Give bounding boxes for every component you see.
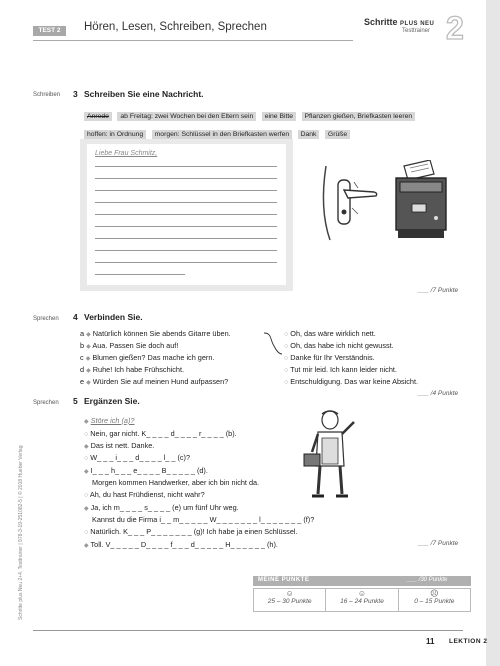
ex4-points: ___ /4 Punkte xyxy=(418,390,459,397)
word-chip: eine Bitte xyxy=(262,112,296,121)
writing-line xyxy=(95,262,277,263)
diamond-icon: ◆ xyxy=(85,356,91,362)
word-chip: Pflanzen gießen, Briefkasten leeren xyxy=(302,112,416,121)
ex3-points: ___ /7 Punkte xyxy=(418,287,459,294)
item-text: Oh, das wäre wirklich nett. xyxy=(290,329,376,338)
door-handle-illustration xyxy=(318,162,382,242)
ex4-right-item[interactable] xyxy=(284,341,394,350)
ex4-left-item[interactable] xyxy=(80,353,214,362)
item-text: Tut mir leid. Ich kann leider nicht. xyxy=(290,365,397,374)
page-edge-stripe xyxy=(486,0,500,666)
diamond-icon: ◆ xyxy=(86,344,91,350)
dialog-text: W_ _ _ i_ _ _ d_ _ _ _ l_ _ (c)? xyxy=(90,453,191,462)
note-paper[interactable] xyxy=(87,144,286,285)
item-text: Ruhe! Ich habe Frühschicht. xyxy=(92,365,185,374)
circle-bullet-icon: ○ xyxy=(284,343,289,350)
circle-bullet-icon: ○ xyxy=(284,355,289,362)
page-title: Hören, Lesen, Schreiben, Sprechen xyxy=(84,21,267,33)
circle-bullet-icon: ○ xyxy=(284,331,289,338)
dialog-line[interactable] xyxy=(84,429,237,438)
item-text: Oh, das habe ich nicht gewusst. xyxy=(290,341,394,350)
connector-line xyxy=(262,330,284,358)
writing-line xyxy=(95,214,277,215)
dialog-line[interactable] xyxy=(84,416,134,425)
circle-bullet-icon: ○ xyxy=(284,367,289,374)
neutral-face-icon: ☺ xyxy=(357,589,367,598)
footer-divider xyxy=(33,630,463,631)
score-range: 25 – 30 Punkte xyxy=(267,598,312,605)
test-tag: TEST 2 xyxy=(33,26,66,36)
item-text: Würden Sie auf meinen Hund aufpassen? xyxy=(92,377,229,386)
word-chip: morgen: Schlüssel in den Briefkasten werfen xyxy=(152,130,293,139)
item-letter: b xyxy=(80,341,85,350)
ex4-left-item[interactable] xyxy=(80,329,231,338)
score-total: ___ /30 Punkte xyxy=(407,577,448,583)
word-chip: Dank xyxy=(298,130,320,139)
item-text: Aua. Passen Sie doch auf! xyxy=(92,341,179,350)
dialog-line[interactable] xyxy=(92,515,314,524)
copyright-note: Schritte plus Neu 2+4, Testtrainer | 978-3-19-251082-5 | © 2018 Hueber Verlag xyxy=(18,445,24,620)
dialog-text: Toll. V_ _ _ _ _ D_ _ _ _ f_ _ _ d_ _ _ _ _ H_ _ _ _ _ _ (h). xyxy=(90,540,278,549)
score-range: 16 – 24 Punkte xyxy=(340,598,384,605)
item-text: Entschuldigung. Das war keine Absicht. xyxy=(290,377,419,386)
writing-line xyxy=(95,226,277,227)
word-chip: Grüße xyxy=(325,130,350,139)
item-letter: e xyxy=(80,377,85,386)
ex4-left-item[interactable] xyxy=(80,377,228,386)
dialog-text: Das ist nett. Danke. xyxy=(90,441,155,450)
diamond-icon: ◆ xyxy=(84,419,89,425)
diamond-icon: ◆ xyxy=(84,543,89,549)
ex4-right-item[interactable] xyxy=(284,365,397,374)
happy-face-icon: ☺ xyxy=(285,589,294,598)
brand-suffix: PLUS NEU xyxy=(400,21,435,27)
page-number: 11 xyxy=(426,637,435,646)
circle-bullet-icon: ○ xyxy=(84,492,89,499)
dialog-line[interactable] xyxy=(84,441,154,450)
dialog-text: Ah, du hast Frühdienst, nicht wahr? xyxy=(89,490,205,499)
writing-line xyxy=(95,250,277,251)
note-greeting: Liebe Frau Schmitz, xyxy=(95,150,158,157)
dialog-line[interactable] xyxy=(84,490,205,499)
writing-line xyxy=(95,238,277,239)
score-cell xyxy=(399,589,470,611)
writing-line xyxy=(95,166,277,167)
dialog-text: Morgen kommen Handwerker, aber ich bin nicht da. xyxy=(92,478,260,487)
handyman-illustration xyxy=(300,408,360,500)
writing-line xyxy=(95,274,185,275)
ex4-right-item[interactable] xyxy=(284,329,376,338)
writing-line xyxy=(95,202,277,203)
writing-line xyxy=(95,178,277,179)
ex4-skill-label: Sprechen xyxy=(33,316,59,322)
diamond-icon: ◆ xyxy=(84,506,89,512)
diamond-icon: ◆ xyxy=(86,332,91,338)
dialog-line xyxy=(92,478,259,487)
dialog-line[interactable] xyxy=(84,503,239,512)
ex5-points: ___ /7 Punkte xyxy=(418,540,459,547)
circle-bullet-icon: ○ xyxy=(84,529,89,536)
item-text: Blumen gießen? Das mache ich gern. xyxy=(92,353,215,362)
example-answer: Störe ich (a)? xyxy=(90,416,135,425)
item-letter: a xyxy=(80,329,85,338)
dialog-text: Nein, gar nicht. K_ _ _ _ d_ _ _ _ r_ _ _ _ (b). xyxy=(90,429,237,438)
item-text: Natürlich können Sie abends Gitarre üben. xyxy=(92,329,231,338)
lesson-label: LEKTION 2 xyxy=(449,638,488,645)
ex3-number: 3 xyxy=(73,89,78,99)
ex4-left-item[interactable] xyxy=(80,341,178,350)
ex4-right-item[interactable] xyxy=(284,353,375,362)
brand-name: Schritte xyxy=(364,17,398,27)
diamond-icon: ◆ xyxy=(84,444,89,450)
dialog-line[interactable] xyxy=(84,453,190,462)
ex4-title: Verbinden Sie. xyxy=(84,312,143,322)
diamond-icon: ◆ xyxy=(86,380,91,386)
mailbox-illustration xyxy=(390,160,452,242)
dialog-line[interactable] xyxy=(84,540,278,549)
dialog-text: Ja, ich m_ _ _ _ s_ _ _ _ (e) um fünf Uhr weg. xyxy=(90,503,239,512)
diamond-icon: ◆ xyxy=(86,368,91,374)
ex5-skill-label: Sprechen xyxy=(33,400,59,406)
ex4-left-item[interactable] xyxy=(80,365,184,374)
word-chip: ab Freitag: zwei Wochen bei den Eltern sein xyxy=(117,112,256,121)
circle-bullet-icon: ○ xyxy=(84,455,89,462)
dialog-text: Kannst du die Firma i_ _ m_ _ _ _ _ W_ _ _ _ _ _ _ l_ _ _ _ _ _ _ (f)? xyxy=(92,515,315,524)
score-cell xyxy=(326,589,398,611)
circle-bullet-icon: ○ xyxy=(284,379,289,386)
dialog-text: I_ _ _ h_ _ _ e_ _ _ _ B_ _ _ _ _ (d). xyxy=(90,466,208,475)
writing-line xyxy=(95,190,277,191)
sad-face-icon: ☹ xyxy=(430,589,439,598)
diamond-icon: ◆ xyxy=(84,469,89,475)
score-cell xyxy=(254,589,326,611)
ex3-title: Schreiben Sie eine Nachricht. xyxy=(84,89,204,99)
brand-subtitle: Testtrainer xyxy=(402,28,431,34)
word-chip: hoffen: in Ordnung xyxy=(84,130,146,139)
word-chip: Anrede xyxy=(84,112,112,121)
word-bank xyxy=(84,105,456,141)
brand-number: 2 xyxy=(446,10,464,46)
header-divider xyxy=(33,40,353,41)
ex5-title: Ergänzen Sie. xyxy=(84,396,140,406)
score-title: MEINE PUNKTE xyxy=(258,577,310,583)
score-range: 0 – 15 Punkte xyxy=(414,598,455,605)
circle-bullet-icon: ○ xyxy=(84,431,89,438)
ex4-right-item[interactable] xyxy=(284,377,418,386)
ex4-number: 4 xyxy=(73,312,78,322)
ex5-number: 5 xyxy=(73,396,78,406)
brand-logo xyxy=(364,17,434,27)
score-table xyxy=(253,588,471,612)
item-letter: d xyxy=(80,365,85,374)
item-text: Danke für Ihr Verständnis. xyxy=(290,353,375,362)
item-letter: c xyxy=(80,353,84,362)
dialog-line[interactable] xyxy=(84,466,208,475)
dialog-line[interactable] xyxy=(84,527,298,536)
ex3-skill-label: Schreiben xyxy=(33,92,61,98)
dialog-text: Natürlich. K_ _ _ P_ _ _ _ _ _ _ (g)! Ich habe ja einen Schlüssel. xyxy=(90,527,298,536)
